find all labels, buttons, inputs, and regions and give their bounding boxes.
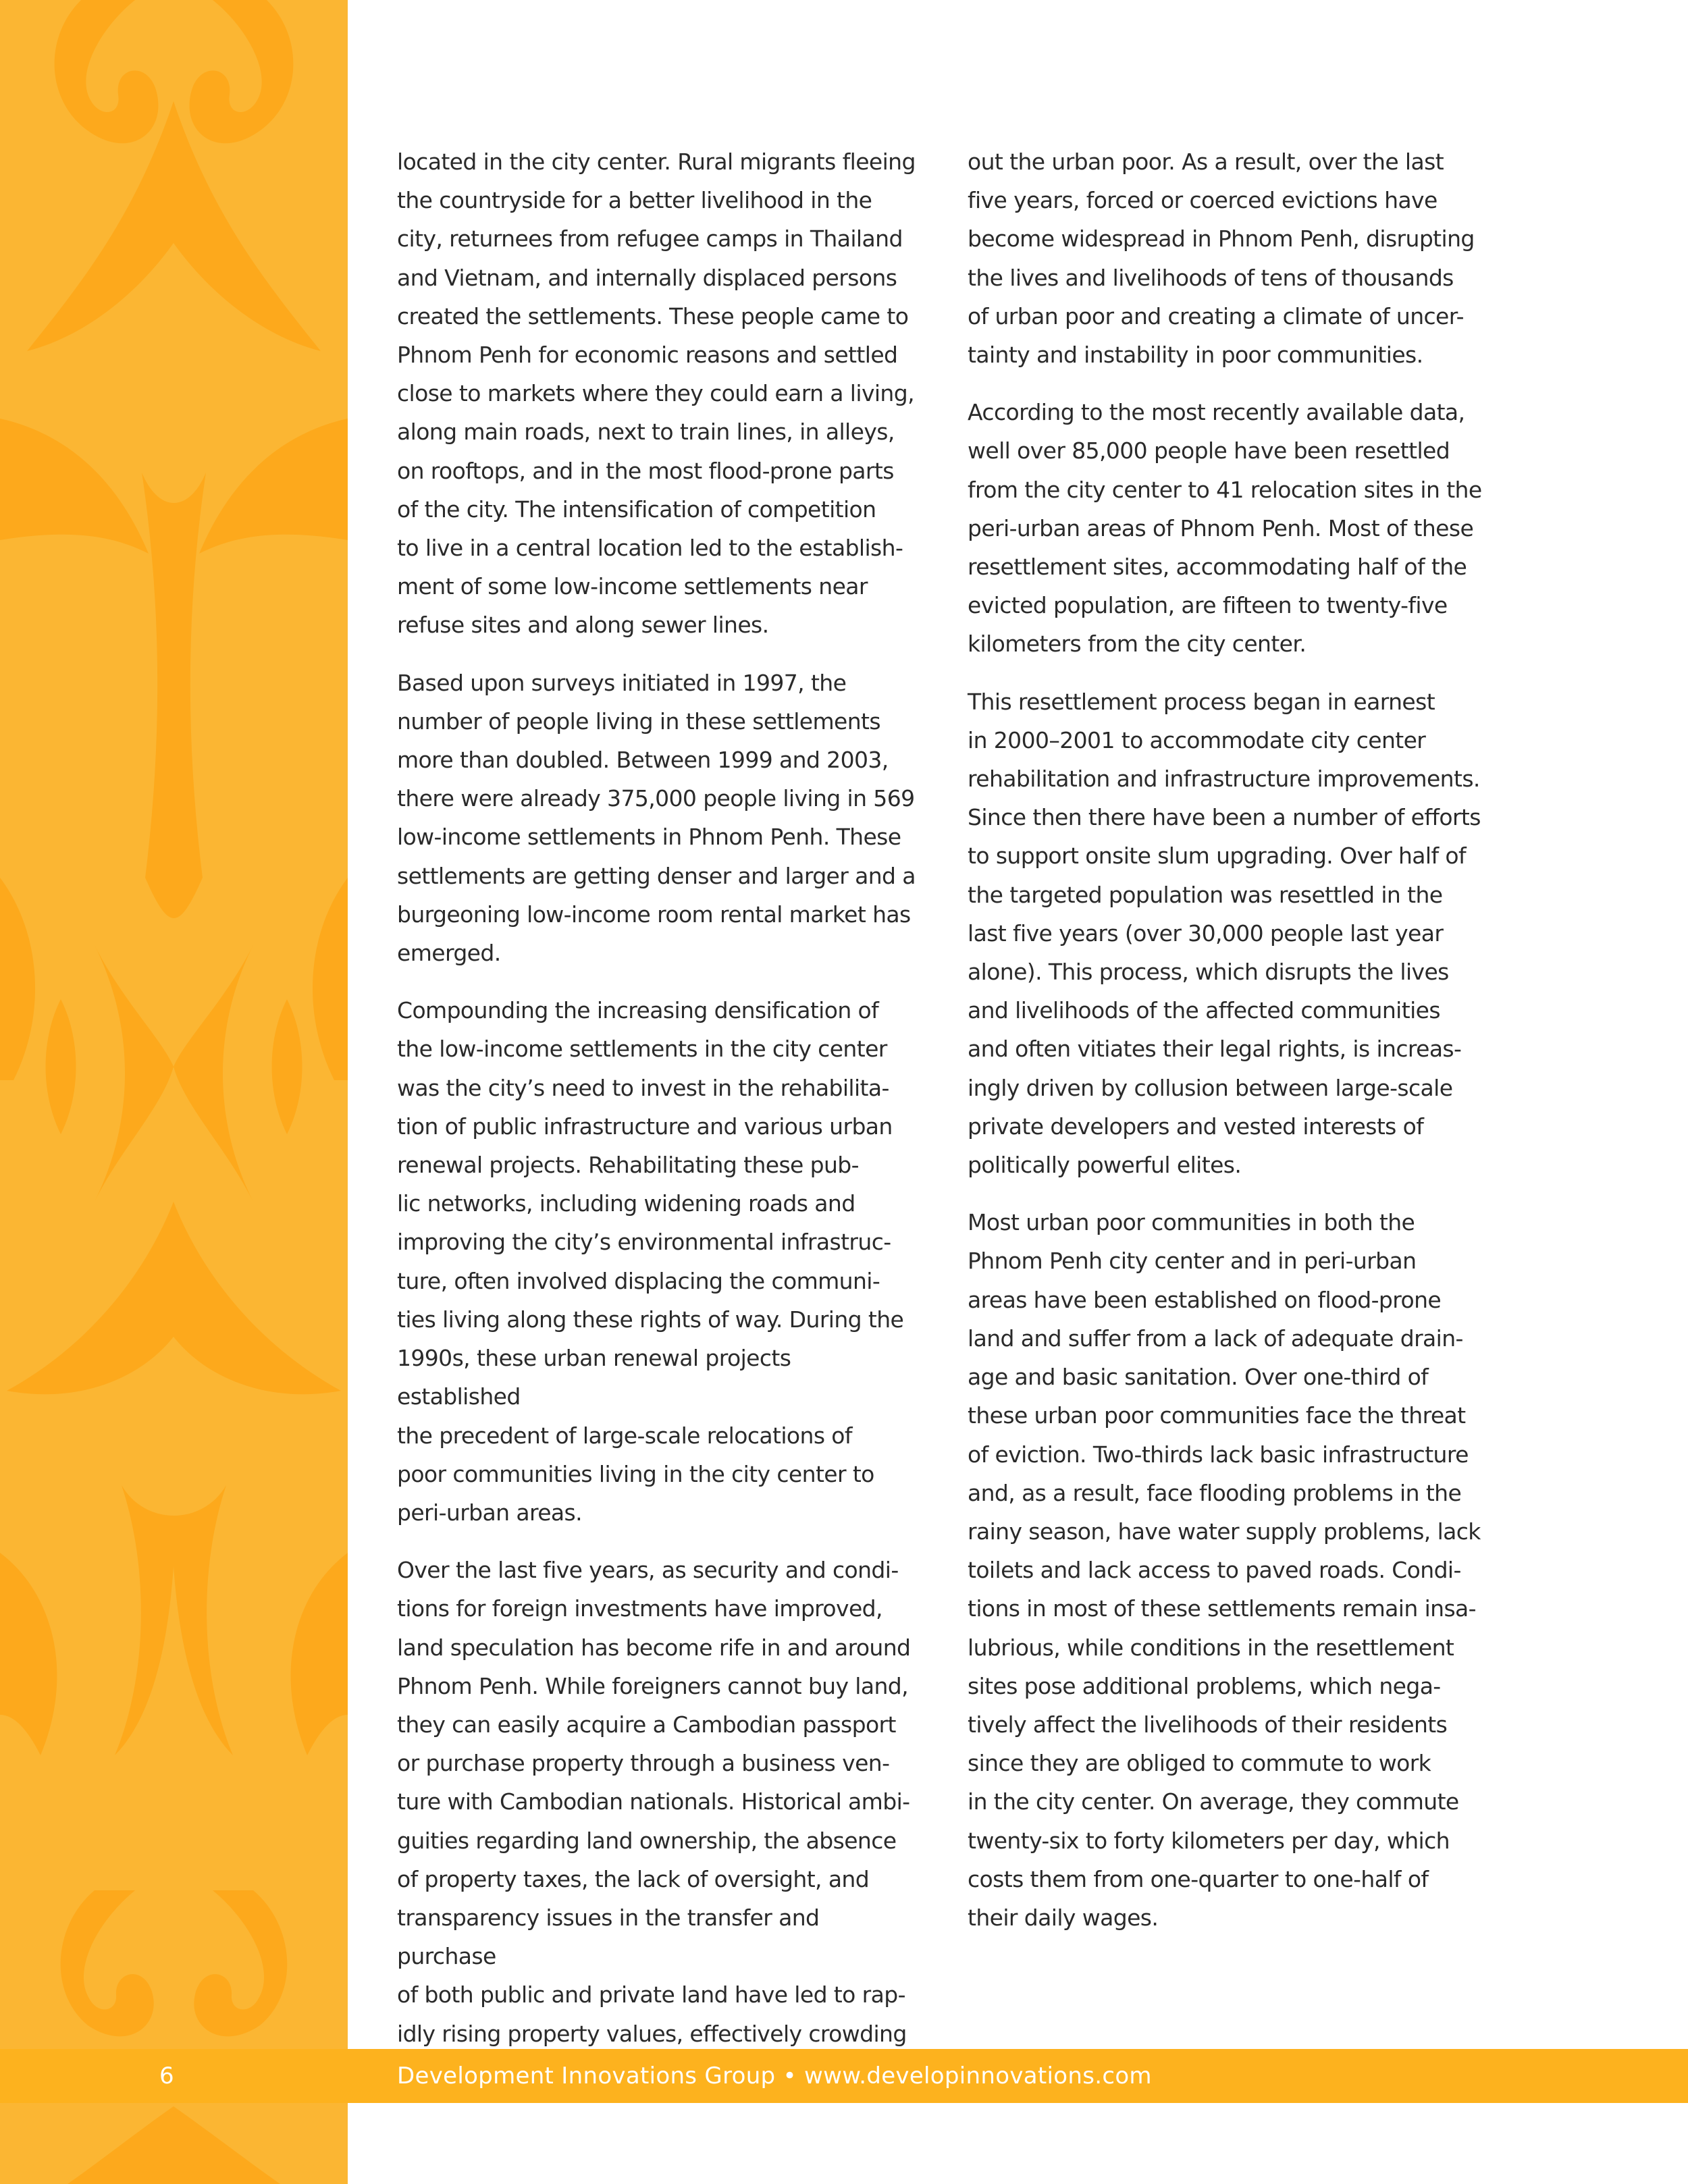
body-paragraph: This resettlement process began in earnest in 2000–2001 to accommodate city center rehabilitation and infrastructure improvements. Since then there have been a number of efforts to support onsite slum upgrading. Over half of the targeted population was resettled in the last five years (over 30,000 people last year alone). This process, which disrupts the lives and livelihoods of the affected communities and often vitiates their legal rights, is increas- ingly driven by collusion between large-scale private developers and vested interests of politically powerful elites.: [968, 688, 1481, 1179]
body-paragraph: According to the most recently available data, well over 85,000 people have been resettled from the city center to 41 relocation sites in the peri-urban areas of Phnom Penh. Most of these resettlement sites, accommodating half of the evicted population, are fifteen to twenty-five kilometers from the city center.: [968, 399, 1482, 658]
right-column: [968, 142, 1491, 1956]
body-paragraph: Based upon surveys initiated in 1997, the number of people living in these settlements more than doubled. Between 1999 and 2003, there were already 375,000 people living in 569 low-income settlements in Phnom Penh. These settlements are getting denser and larger and a burgeoning low-income room rental market has emerged.: [397, 669, 916, 967]
left-column: [397, 142, 920, 2072]
body-paragraph: Over the last five years, as security and condi- tions for foreign investments have improved, land speculation has become rife in and around Phnom Penh. While foreigners cannot buy land, they can easily acquire a Cambodian passport or purchase property through a business ven- ture with Cambodian nationals. Historical ambi- guities regarding land ownership, the absence of property taxes, the lack of oversight, and transparency issues in the transfer and purchase of both public and private land have led to rap- idly rising property values, effectively crowding: [397, 1557, 911, 2047]
decorative-side-band: [0, 0, 348, 2184]
body-paragraph: out the urban poor. As a result, over the last five years, forced or coerced evictions have become widespread in Phnom Penh, disrupting the lives and livelihoods of tens of thousands of urban poor and creating a climate of uncer- tainty and instability in poor communities.: [968, 149, 1475, 369]
body-paragraph: Most urban poor communities in both the Phnom Penh city center and in peri-urban areas have been established on flood-prone land and suffer from a lack of adequate drain- age and basic sanitation. Over one-third of these urban poor communities face the threat of eviction. Two-thirds lack basic infrastructure and, as a result, face flooding problems in the rainy season, have water supply problems, lack toilets and lack access to paved roads. Condi- tions in most of these settlements remain insa- lubrious, while conditions in the resettlement sites pose additional problems, which nega- tively affect the livelihoods of their residents since they are obliged to commute to work in the city center. On average, they commute twenty-six to forty kilometers per day, which costs them from one-quarter to one-half of their daily wages.: [968, 1209, 1481, 1931]
page-number: 6: [159, 2062, 174, 2089]
body-paragraph: located in the city center. Rural migrants fleeing the countryside for a better livelihood in the city, returnees from refugee camps in Thailand and Vietnam, and internally displaced persons created the settlements. These people came to Phnom Penh for economic reasons and settled close to markets where they could earn a living, along main roads, next to train lines, in alleys, on rooftops, and in the most flood-prone parts of the city. The intensification of competition to live in a central location led to the establish- ment of some low-income settlements near refuse sites and along sewer lines.: [397, 149, 916, 639]
footer-credit: Development Innovations Group • www.developinnovations.com: [397, 2062, 1152, 2089]
body-paragraph: Compounding the increasing densification of the low-income settlements in the city center was the city’s need to invest in the rehabilita- tion of public infrastructure and various urban renewal projects. Rehabilitating these pub- lic networks, including widening roads and improving the city’s environmental infrastruc- ture, often involved displacing the communi- ties living along these rights of way. During the 1990s, these urban renewal projects established the precedent of large-scale relocations of poor communities living in the city center to peri-urban areas.: [397, 997, 904, 1526]
ornament-pattern: [0, 0, 348, 2184]
